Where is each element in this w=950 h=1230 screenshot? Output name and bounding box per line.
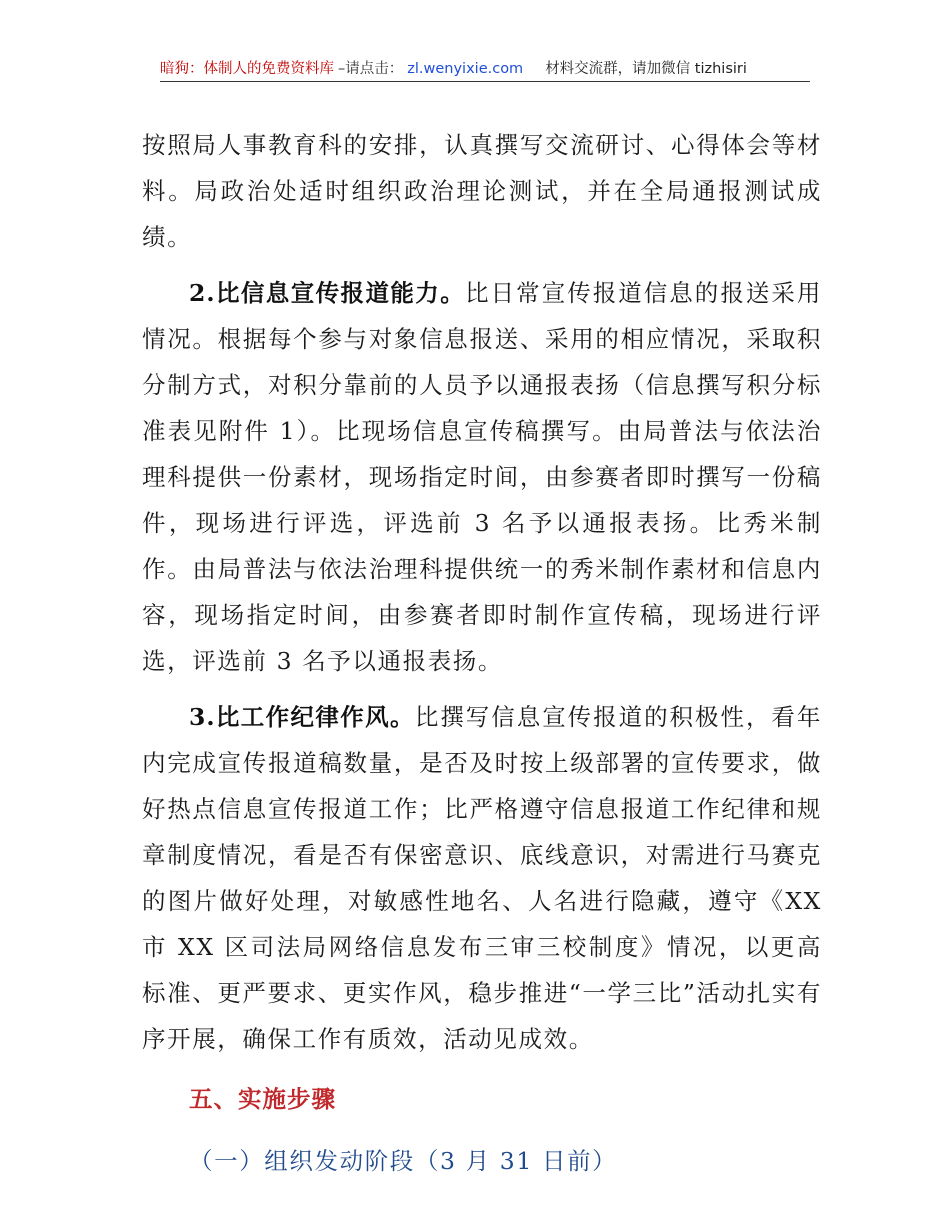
header-site-name: 暗狗：体制人的免费资料库 [160, 61, 334, 77]
item-2-text: 比日常宣传报道信息的报送采用情况。根据每个参与对象信息报送、采用的相应情况，采取积分制方式，对积分靠前的人员予以通报表扬（信息撰写积分标准表见附件 1）。比现场信息宣传稿撰写。由局普法与依法治理科提供一份素材，现场指定时间，由参赛者即时撰写一份稿件，现场进行评选，评选前 3 名予以通报表扬。比秀米制作。由局普法与依法治理科提供统一的秀米制作素材和信息内容，现场指定时间，由参赛者即时制作宣传稿，现场进行评选，评选前 3 名予以通报表扬。 [142, 279, 822, 675]
item-2-title: 2.比信息宣传报道能力。 [189, 279, 466, 307]
page-header [160, 57, 810, 82]
header-url-link[interactable]: zl.wenyixie.com [407, 61, 524, 77]
subsection-1-heading: （一）组织发动阶段（3 月 31 日前） [189, 1147, 618, 1175]
paragraph-item-2 [142, 270, 822, 684]
document-body [142, 122, 822, 1184]
item-3-text: 比撰写信息宣传报道的积极性，看年内完成宣传报道稿数量，是否及时按上级部署的宣传要求，做好热点信息宣传报道工作；比严格遵守信息报道工作纪律和规章制度情况，看是否有保密意识、底线意识，对需进行马赛克的图片做好处理，对敏感性地名、人名进行隐藏，遵守《XX 市 XX 区司法局网络信息发布三审三校制度》情况，以更高标准、更严要求、更实作风，稳步推进“一学三比”活动扎实有序开展，确保工作有质效，活动见成效。 [142, 703, 822, 1053]
header-group-info: 材料交流群，请加微信 tizhisiri [545, 61, 747, 77]
paragraph-continuation: 按照局人事教育科的安排，认真撰写交流研讨、心得体会等材料。局政治处适时组织政治理论测试，并在全局通报测试成绩。 [142, 131, 822, 251]
header-prompt: –请点击： [338, 61, 404, 77]
paragraph-item-3 [142, 694, 822, 1062]
item-3-title: 3.比工作纪律作风。 [189, 703, 415, 731]
section-5-heading: 五、实施步骤 [189, 1085, 336, 1113]
